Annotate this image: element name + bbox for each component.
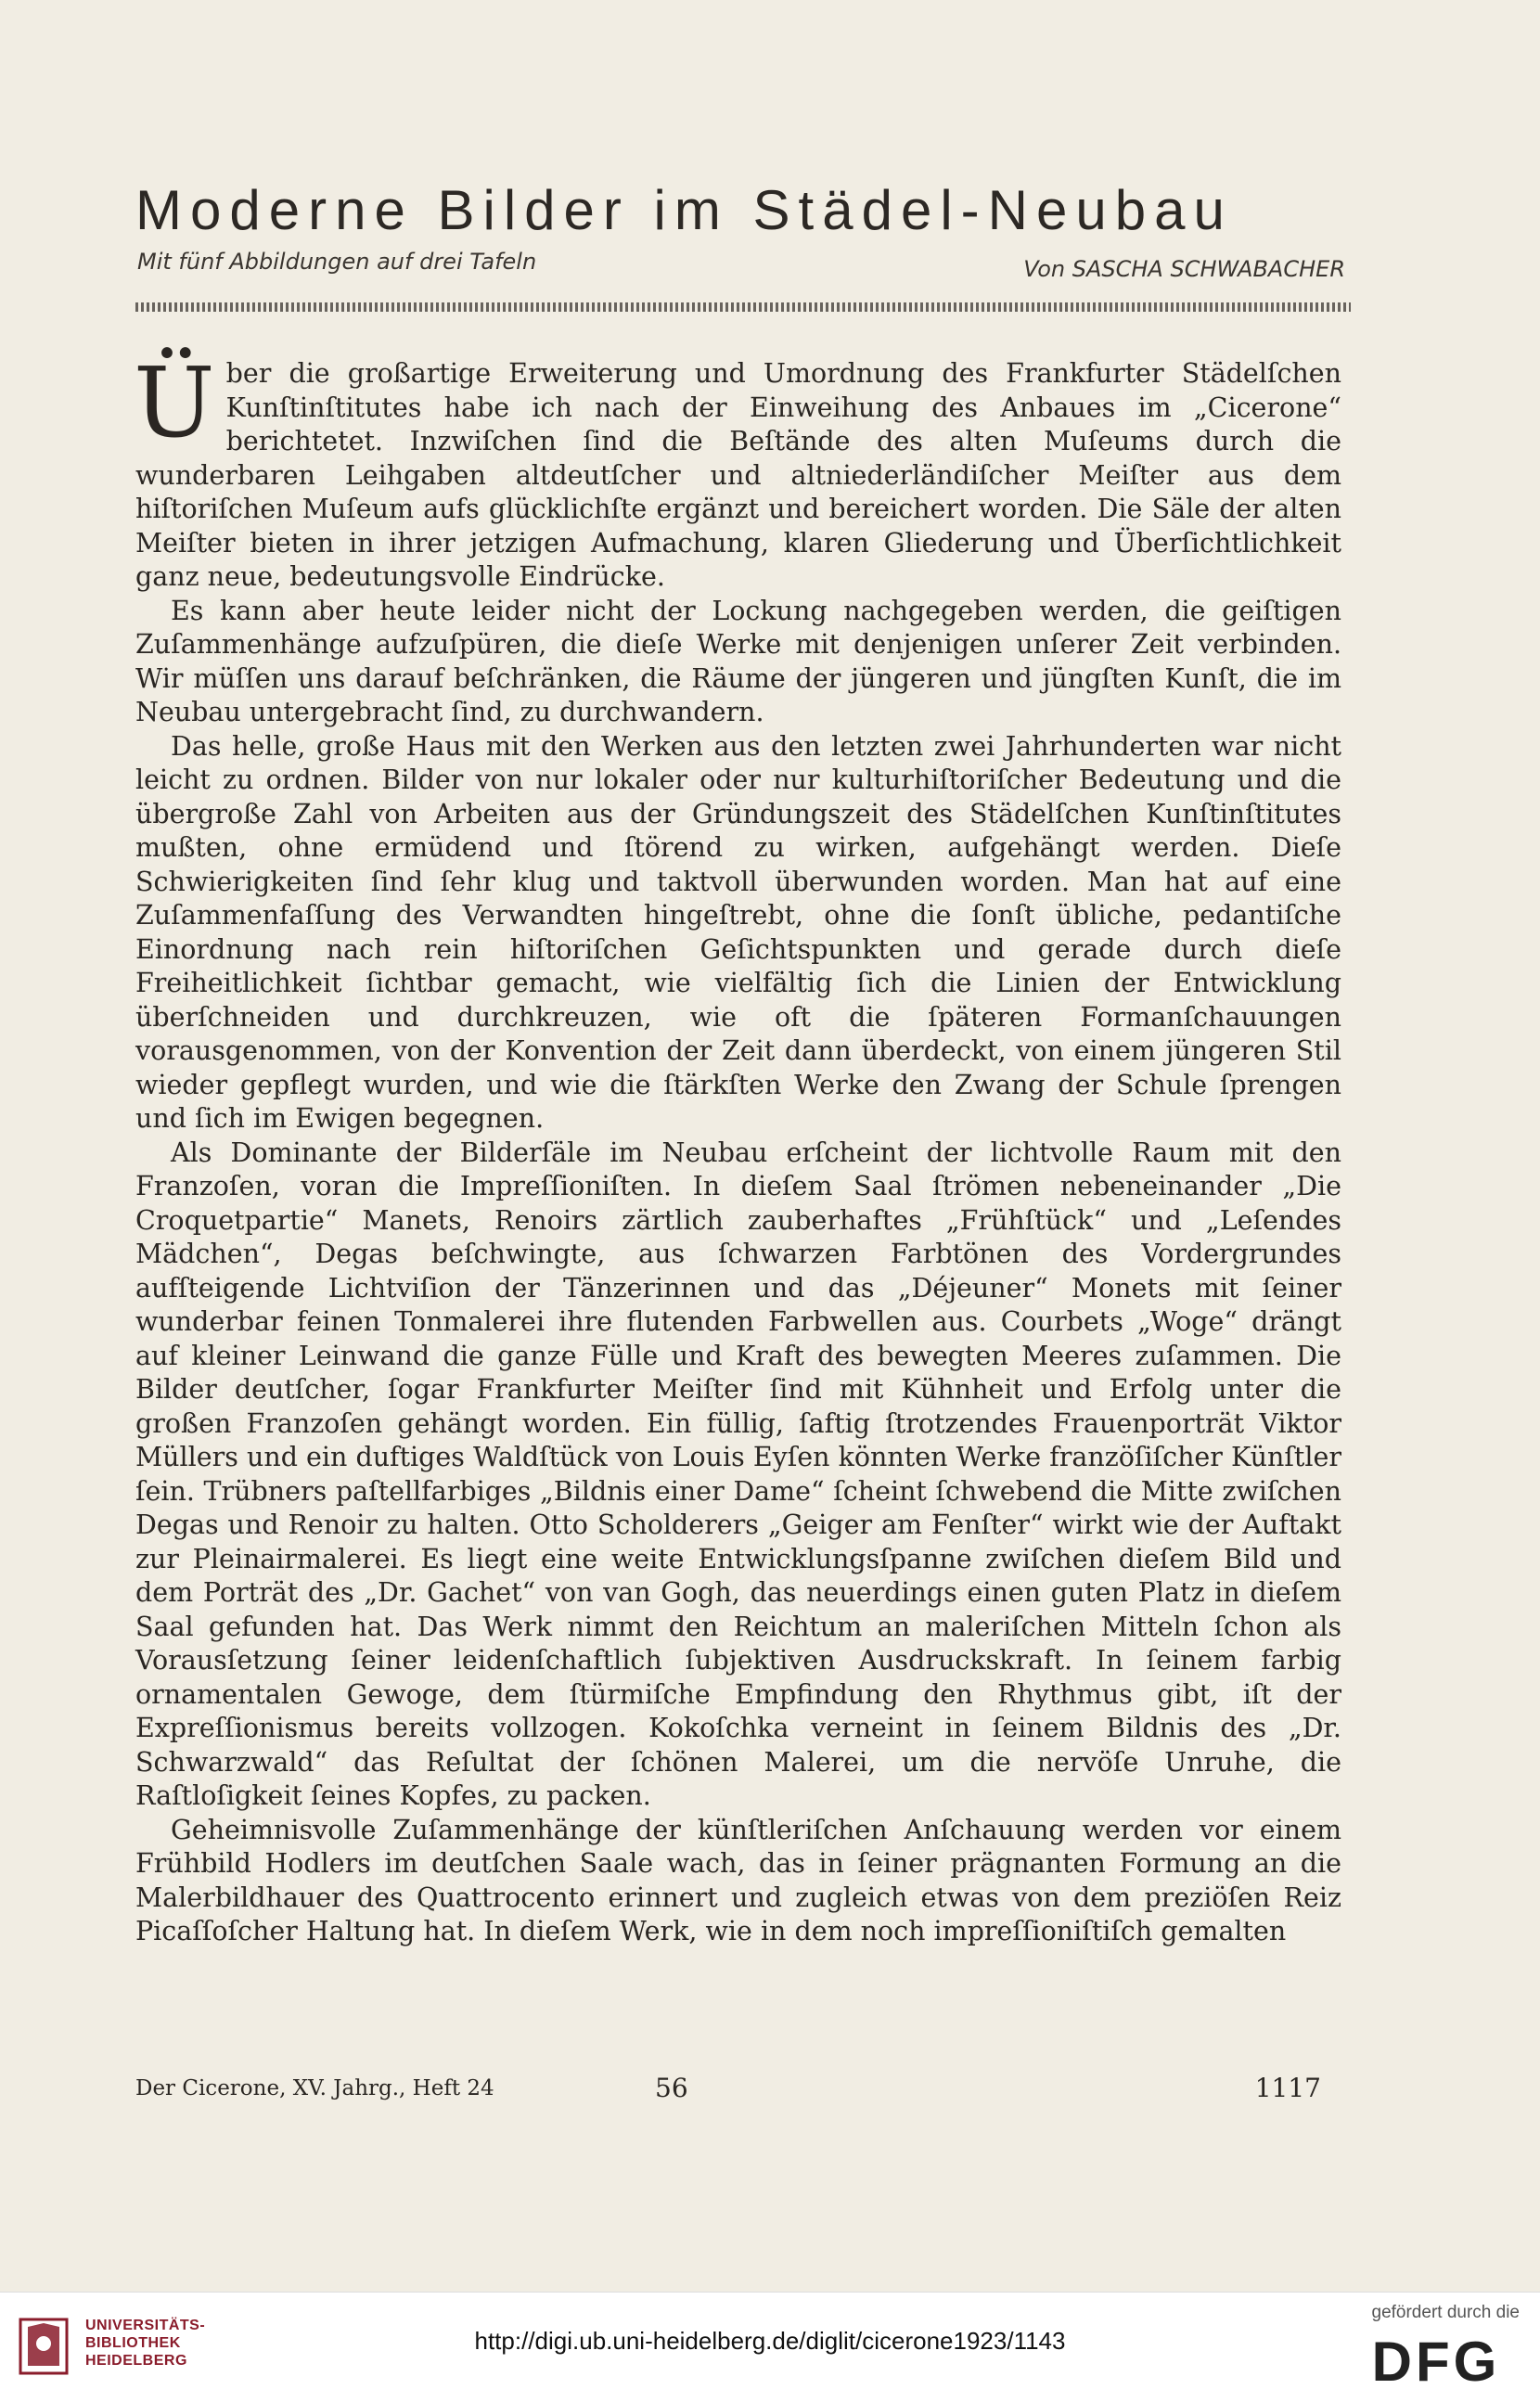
funding-label: gefördert durch die — [1371, 2303, 1520, 2322]
library-line-3: HEIDELBERG — [85, 2353, 187, 2369]
plate-number: 56 — [655, 2073, 688, 2103]
dfg-logo-text: DFG — [1371, 2331, 1501, 2388]
source-url-link[interactable]: http://digi.ub.uni-heidelberg.de/diglit/cicerone1923/1143 — [474, 2327, 1066, 2355]
article-title: Moderne Bilder im Städel-Neubau — [135, 179, 1233, 241]
paragraph-5: Geheimnisvolle Zuſammenhänge der künſtleriſchen Anſchauung werden vor einem Frühbild Hodlers im deutſchen Saale wach, das in ſeiner prägnanten Formung an die Malerbildhauer des Quattrocento erinnert und zugleich etwas von dem preziöſen Reiz Picaſſoſcher Haltung hat. In dieſem Werk, wie in dem noch impreſſioniſtiſch gemalten — [135, 1814, 1341, 1946]
page-number: 1117 — [1254, 2073, 1321, 2103]
article-subtitle: Mit fünf Abbildungen auf drei Tafeln — [137, 249, 537, 275]
library-line-1: UNIVERSITÄTS- — [85, 2318, 206, 2333]
paragraph-3: Das helle, große Haus mit den Werken aus den letzten zwei Jahrhunderten war nicht leicht zu ordnen. Bilder von nur lokaler oder nur kulturhiſtoriſcher Bedeutung und die übergroße Zahl von Arbeiten aus der Gründungszeit des Städelſchen Kunſtinſtitutes mußten, ohne ermüdend und ſtörend zu wirken, aufgehängt werden. Dieſe Schwierigkeiten ſind ſehr klug und taktvoll überwunden worden. Man hat auf eine Zuſammenfaſſung des Verwandten hingeſtrebt, ohne die ſonſt übliche, pedantiſche Einordnung nach rein hiſtoriſchen Geſichtspunkten und gerade durch dieſe Freiheitlichkeit ſichtbar gemacht, wie vielfältig ſich die Linien der Entwicklung überſchneiden und durchkreuzen, wie oft die ſpäteren Formanſchauungen vorausgenommen, von der Konvention der Zeit dann überdeckt, von einem jüngeren Stil wieder gepflegt wurden, und wie die ſtärkſten Werke den Zwang der Schule ſprengen und ſich im Ewigen begegnen. — [135, 730, 1341, 1134]
paragraph-1 — [134, 346, 1341, 595]
drop-cap: Ü — [134, 346, 215, 459]
paragraph-1-text: ber die großartige Erweiterung und Umordnung des Frankfurter Städelſchen Kunſtinſtitutes habe ich nach der Einweihung des Anbaues im „Cicerone“ berichtetet. Inzwiſchen ſind die Beſtände des alten Muſeums durch die wunderbaren Leihgaben altdeutſcher und altniederländiſcher Meiſter aus dem hiſtoriſchen Muſeum aufs glücklichſte ergänzt und bereichert worden. Die Säle der alten Meiſter bieten in ihrer jetzigen Aufmachung, klaren Gliederung und Überſichtlichkeit ganz neue, bedeutungsvolle Eindrücke. — [135, 358, 1341, 592]
dfg-logo-icon — [1353, 2331, 1520, 2388]
journal-reference: Der Cicerone, XV. Jahrg., Heft 24 — [135, 2076, 494, 2100]
paragraph-4: Als Dominante der Bilderſäle im Neubau erſcheint der lichtvolle Raum mit den Franzoſen, voran die Impreſſioniſten. In dieſem Saal ſtrömen nebeneinander „Die Croquetpartie“ Manets, Renoirs zärtlich zauberhaftes „Frühſtück“ und „Leſendes Mädchen“, Degas beſchwingte, aus ſchwarzen Farbtönen des Vordergrundes aufſteigende Lichtviſion der Tänzerinnen und das „Déjeuner“ Monets mit ſeiner wunderbar feinen Tonmalerei ihre flutenden Farbwellen aus. Courbets „Woge“ drängt auf kleiner Leinwand die ganze Fülle und Kraft des bewegten Meeres zuſammen. Die Bilder deutſcher, ſogar Frankfurter Meiſter ſind mit Kühnheit und Erfolg unter die großen Franzoſen gehängt worden. Ein füllig, ſaftig ſtrotzendes Frauenporträt Viktor Müllers und ein duftiges Waldſtück von Louis Eyſen könnten Werke franzöſiſcher Künſtler ſein. Trübners paſtellfarbiges „Bildnis einer Dame“ ſcheint ſchwebend die Mitte zwiſchen Degas und Renoir zu halten. Otto Scholderers „Geiger am Fenſter“ wirkt wie der Auftakt zur Pleinairmalerei. Es liegt eine weite Entwicklungsſpanne zwiſchen dieſem Bild und dem Porträt des „Dr. Gachet“ von van Gogh, das neuerdings einen guten Platz in dieſem Saal gefunden hat. Das Werk nimmt den Reichtum an maleriſchen Mitteln ſchon als Vorausſetzung ſeiner leidenſchaftlich ſubjektiven Ausdruckskraft. In ſeinem farbig ornamentalen Gewoge, dem ſtürmiſche Empfindung den Rhythmus gibt, iſt der Expreſſionismus bereits vollzogen. Kokoſchka verneint in ſeinem Bildnis des „Dr. Schwarzwald“ das Reſultat der ſchönen Malerei, um die nervöſe Unruhe, die Raſtloſigkeit ſeines Kopfes, zu packen. — [135, 1137, 1341, 1811]
library-line-2: BIBLIOTHEK — [85, 2335, 181, 2351]
paragraph-2: Es kann aber heute leider nicht der Lockung nachgegeben werden, die geiſtigen Zuſammenhänge aufzuſpüren, die dieſe Werke mit denjenigen unſerer Zeit verbinden. Wir müſſen uns darauf beſchränken, die Räume der jüngeren und jüngſten Kunſt, die im Neubau untergebracht ſind, zu durchwandern. — [135, 595, 1341, 727]
article-body — [134, 346, 1341, 1949]
dotted-rule — [135, 302, 1351, 312]
article-byline: Von SASCHA SCHWABACHER — [1023, 256, 1345, 282]
